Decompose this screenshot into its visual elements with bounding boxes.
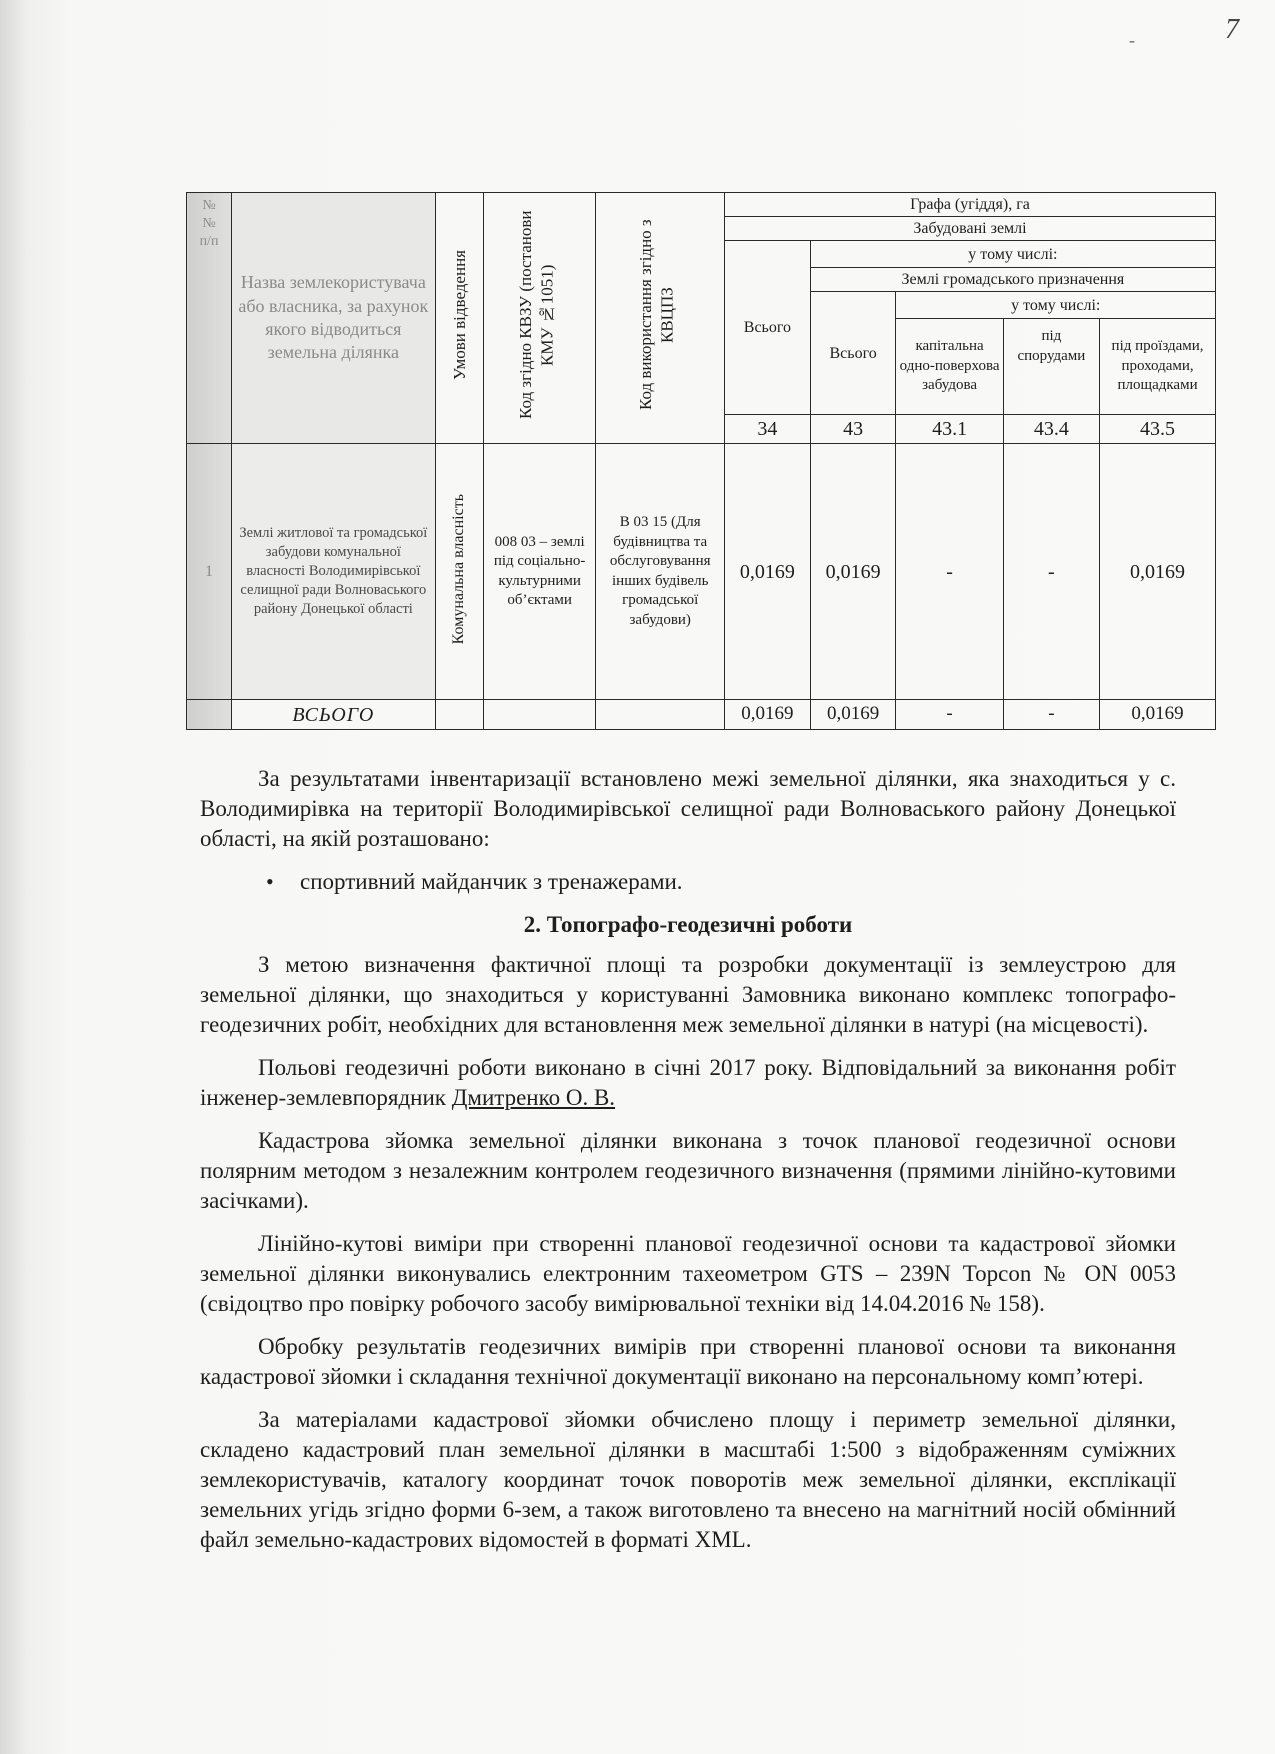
row-value: 0,0169 bbox=[810, 444, 896, 700]
header-capital-building: капітальна одно-поверхова забудова bbox=[896, 319, 1003, 415]
code-cell: 43.5 bbox=[1100, 415, 1216, 444]
paragraph-purpose: З метою визначення фактичної площі та розробки документації із землеустрою для земельної ділянки, що знаходиться у користуванні Замовника виконано комплекс топографо-геодезичних робіт, необхідних для встановлення меж земельної ділянки в натурі (на місцевості). bbox=[200, 952, 1176, 1037]
header-including-2: у тому числі: bbox=[896, 292, 1216, 319]
row-value: 0,0169 bbox=[725, 444, 811, 700]
header-kvzu bbox=[483, 193, 596, 444]
total-value: 0,0169 bbox=[1100, 700, 1216, 730]
total-empty bbox=[483, 700, 596, 730]
paragraph-measurements: Лінійно-кутові виміри при створенні планової геодезичної основи та кадастрової зйомки земельної ділянки виконувались електронним тахеометром GTS – 239N Topcon № ON 0053 (свідоцтво про повірку робочого засобу вимірювальної техніки від 14.04.2016 № 158). bbox=[200, 1231, 1176, 1316]
header-built-land: Забудовані землі bbox=[725, 217, 1216, 241]
header-conditions bbox=[435, 193, 483, 444]
corner-mark: - bbox=[1129, 30, 1135, 50]
paragraph-inventory: За результатами інвентаризації встановлено межі земельної ділянки, яка знаходиться у с. Володимирівка на території Володимирівської селищної ради Волноваського району Донецької області, на якій розташовано: bbox=[200, 766, 1176, 851]
paragraph-field-works bbox=[200, 1053, 1176, 1113]
paragraph-processing: Обробку результатів геодезичних вимірів при створенні планової основи та виконання кадастрової зйомки і складання технічної документації виконано на персональному комп’ютері. bbox=[200, 1334, 1176, 1389]
total-row bbox=[187, 700, 1216, 730]
table-row bbox=[187, 444, 1216, 700]
header-passages: під проїздами, проходами, площадками bbox=[1100, 319, 1216, 415]
total-value: 0,0169 bbox=[725, 700, 811, 730]
land-explication-table bbox=[186, 192, 1216, 730]
row-kvcpz: В 03 15 (Для будівництва та обслуговування інших будівель громадської забудови) bbox=[596, 444, 725, 700]
row-value: - bbox=[1003, 444, 1099, 700]
header-grafa: Графа (угіддя), га bbox=[725, 193, 1216, 217]
code-cell: 34 bbox=[725, 415, 811, 444]
field-works-text: Польові геодезичні роботи виконано в січні 2017 року. Відповідальний за виконання робіт інженер-землевпорядник bbox=[200, 1055, 1176, 1110]
total-value: - bbox=[1003, 700, 1099, 730]
body-text bbox=[200, 764, 1176, 1568]
row-number: 1 bbox=[187, 444, 232, 700]
code-cell: 43.4 bbox=[1003, 415, 1099, 444]
header-including-1: у тому числі: bbox=[810, 241, 1215, 268]
row-condition bbox=[435, 444, 483, 700]
total-empty bbox=[596, 700, 725, 730]
header-number: № № п/п bbox=[187, 193, 232, 444]
header-kvzu-label: Код згідно КВЗУ (постанови КМУ №1051) bbox=[515, 211, 556, 420]
header-public-land: Землі громадського призначення bbox=[810, 268, 1215, 292]
header-total: Всього bbox=[725, 241, 811, 415]
header-owner-name: Назва землекористувача або власника, за рахунок якого відводиться земельна ділянка bbox=[232, 193, 436, 444]
paragraph-materials: За матеріалами кадастрової зйомки обчислено площу і периметр земельної ділянки, складено кадастровий план земельної ділянки в масштабі 1:500 з відображенням суміжних землекористувачів, каталогу координат точок поворотів меж земельної ділянки, експлікації земельних угідь згідно форми 6-зем, а також виготовлено та внесено на магнітний носій обмінний файл земельно-кадастрових відомостей в форматі XML. bbox=[200, 1407, 1176, 1552]
header-conditions-label: Умови відведення bbox=[449, 250, 469, 381]
row-condition-label: Комунальна власність bbox=[450, 493, 468, 645]
page-number: 7 bbox=[1225, 14, 1239, 45]
total-spacer bbox=[187, 700, 232, 730]
bullet-sports-ground: • спортивний майданчик з тренажерами. bbox=[200, 867, 1176, 897]
total-value: 0,0169 bbox=[810, 700, 896, 730]
header-total-public: Всього bbox=[810, 292, 896, 415]
code-cell: 43.1 bbox=[896, 415, 1003, 444]
header-kvcpz bbox=[596, 193, 725, 444]
responsible-engineer: Дмитренко О. В. bbox=[451, 1085, 616, 1110]
total-empty bbox=[435, 700, 483, 730]
row-kvzu: 008 03 – землі під соціально-культурними об’єктами bbox=[483, 444, 596, 700]
code-cell: 43 bbox=[810, 415, 896, 444]
header-kvcpz-label: Код використання згідно з КВЦПЗ bbox=[636, 220, 677, 411]
total-label: ВСЬОГО bbox=[232, 700, 436, 730]
row-value: - bbox=[896, 444, 1003, 700]
row-value: 0,0169 bbox=[1100, 444, 1216, 700]
total-value: - bbox=[896, 700, 1003, 730]
header-structures: під спорудами bbox=[1003, 319, 1099, 415]
paragraph-survey: Кадастрова зйомка земельної ділянки виконана з точок планової геодезичної основи полярним методом з незалежним контролем геодезичного визначення (прямими лінійно-кутовими засічками). bbox=[200, 1128, 1176, 1213]
section-title: 2. Топографо-геодезичні роботи bbox=[523, 912, 853, 937]
row-owner: Землі житлової та громадської забудови комунальної власності Володимирівської селищної ради Волноваського району Донецької області bbox=[232, 444, 436, 700]
